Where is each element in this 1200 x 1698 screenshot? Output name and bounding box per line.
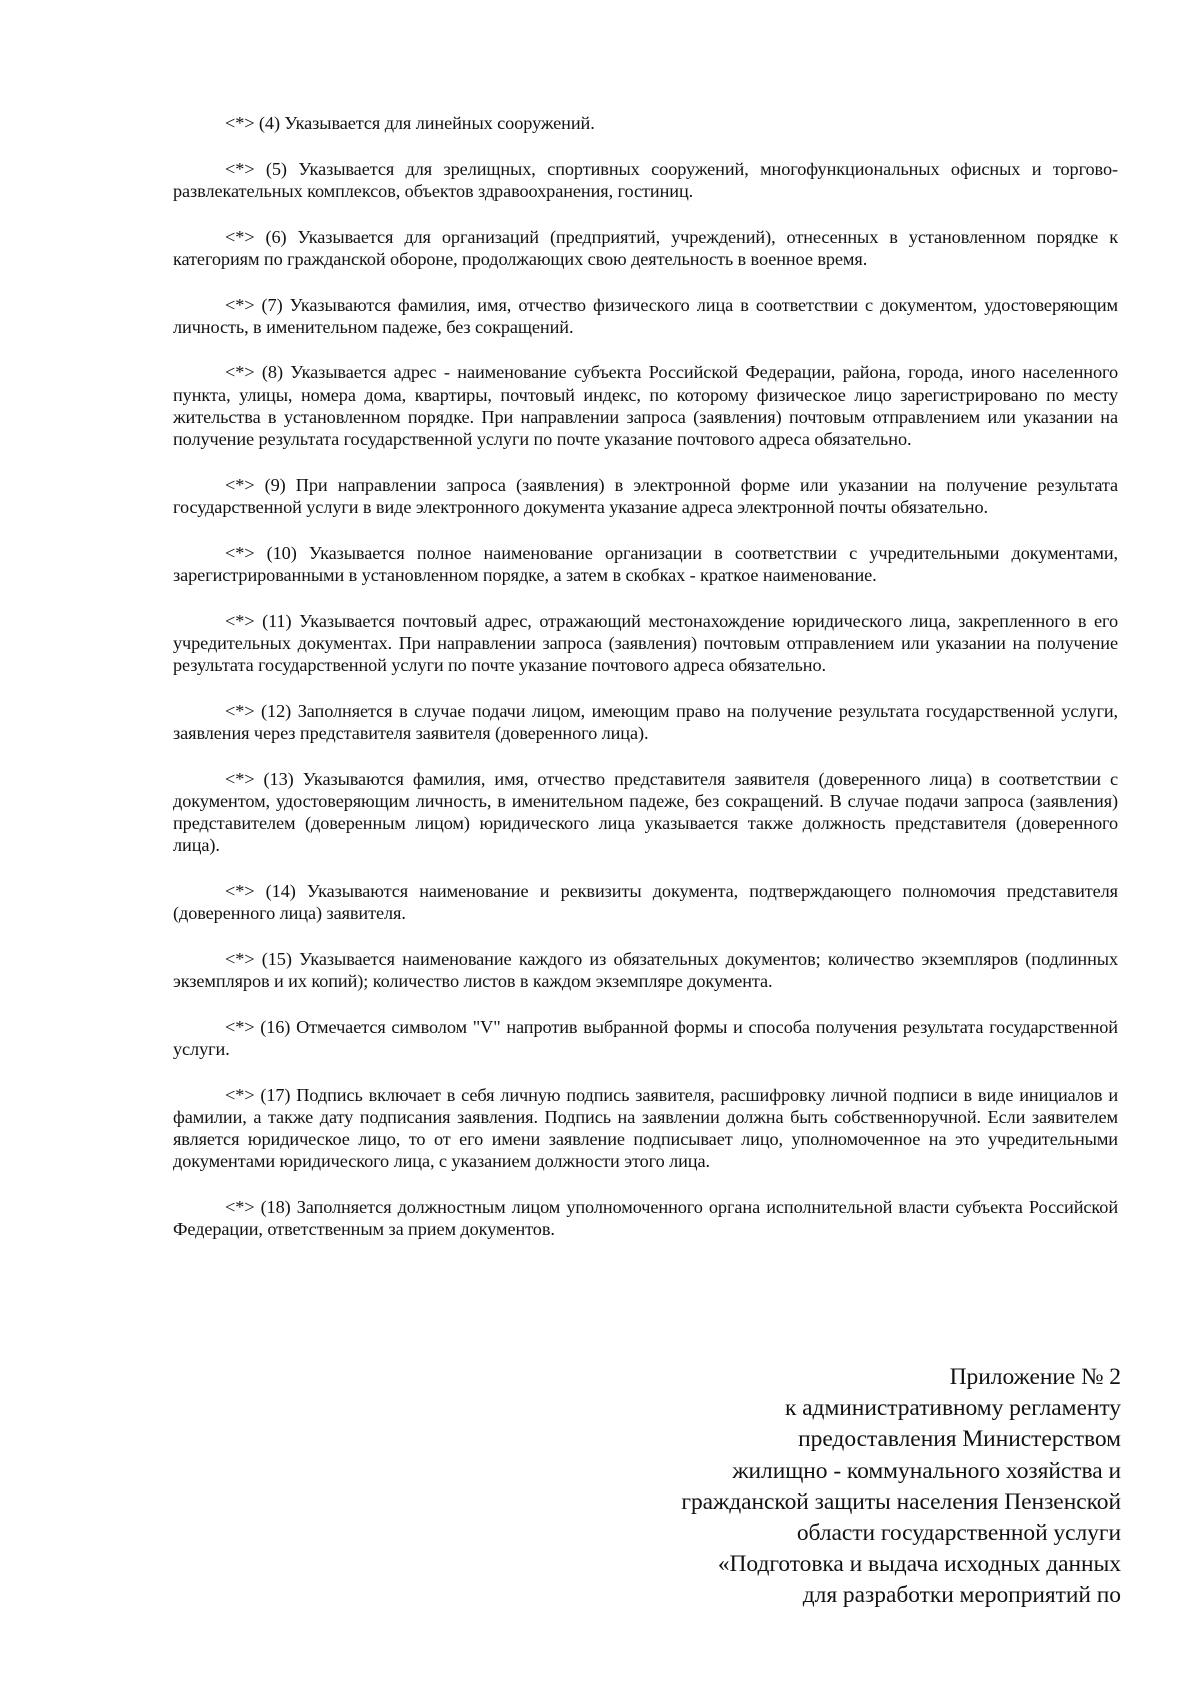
appendix-line: для разработки мероприятий по	[802, 1582, 1121, 1609]
appendix-title: Приложение № 2	[949, 1364, 1121, 1390]
footnote-6: <*> (6) Указывается для организаций (предприятий, учреждений), отнесенных в установленном порядке к категориям по гражданской обороне, продолжающих свою деятельность в военное время.	[173, 226, 1118, 269]
appendix-header	[561, 1362, 1121, 1612]
appendix-line: предоставления Министерством	[798, 1426, 1121, 1453]
footnote-8: <*> (8) Указывается адрес - наименование субъекта Российской Федерации, района, города, иного населенного пункта, улицы, номера дома, квартиры, почтовый индекс, по которому физическое лицо зарегистрировано по месту жительства в установленном порядке. При направлении запроса (заявления) почтовым отправлением или указании на получение результата государственной услуги по почте указание почтового адреса обязательно.	[173, 362, 1118, 450]
footnote-4: <*> (4) Указывается для линейных сооружений.	[225, 113, 595, 133]
footnote-16: <*> (16) Отмечается символом "V" напротив выбранной формы и способа получения результата государственной услуги.	[173, 1016, 1118, 1059]
appendix-line: жилищно - коммунального хозяйства и	[732, 1457, 1121, 1484]
footnote-14: <*> (14) Указываются наименование и реквизиты документа, подтверждающего полномочия представителя (доверенного лица) заявителя.	[173, 880, 1118, 924]
footnote-10: <*> (10) Указывается полное наименование организации в соответствии с учредительными документами, зарегистрированными в установленном порядке, а затем в скобках - краткое наименование.	[173, 542, 1118, 585]
footnote-13: <*> (13) Указываются фамилия, имя, отчество представителя заявителя (доверенного лица) в соответствии с документом, удостоверяющим личность, в именительном падеже, без сокращений. В случае подачи запроса (заявления) представителем (доверенным лицом) юридического лица указывается также должность представителя (доверенного лица).	[173, 768, 1118, 856]
appendix-line: области государственной услуги	[796, 1520, 1121, 1547]
appendix-line: к административному регламенту	[784, 1395, 1121, 1422]
footnote-18: <*> (18) Заполняется должностным лицом уполномоченного органа исполнительной власти субъекта Российской Федерации, ответственным за прием документов.	[173, 1196, 1118, 1240]
footnote-12: <*> (12) Заполняется в случае подачи лицом, имеющим право на получение результата государственной услуги, заявления через представителя заявителя (доверенного лица).	[173, 700, 1118, 743]
footnotes-section	[173, 112, 1118, 1264]
footnote-9: <*> (9) При направлении запроса (заявления) в электронной форме или указании на получение результата государственной услуги в виде электронного документа указание адреса электронной почты обязательно.	[173, 474, 1118, 517]
footnote-5: <*> (5) Указывается для зрелищных, спортивных сооружений, многофункциональных офисных и торгово-развлекательных комплексов, объектов здравоохранения, гостиниц.	[173, 158, 1118, 201]
appendix-line: гражданской защиты населения Пензенской	[681, 1488, 1121, 1515]
footnote-11: <*> (11) Указывается почтовый адрес, отражающий местонахождение юридического лица, закрепленного в его учредительных документах. При направлении запроса (заявления) почтовым отправлением или указании на получение результата государственной услуги по почте указание почтового адреса обязательно.	[173, 610, 1118, 675]
footnote-15: <*> (15) Указывается наименование каждого из обязательных документов; количество экземпляров (подлинных экземпляров и их копий); количество листов в каждом экземпляре документа.	[173, 948, 1118, 991]
footnote-7: <*> (7) Указываются фамилия, имя, отчество физического лица в соответствии с документом, удостоверяющим личность, в именительном падеже, без сокращений.	[173, 294, 1118, 337]
appendix-line: «Подготовка и выдача исходных данных	[717, 1551, 1121, 1578]
footnote-17: <*> (17) Подпись включает в себя личную подпись заявителя, расшифровку личной подписи в виде инициалов и фамилии, а также дату подписания заявления. Подпись на заявлении должна быть собственноручной. Если заявителем является юридическое лицо, то от его имени заявление подписывает лицо, уполномоченное на это учредительными документами юридического лица, с указанием должности этого лица.	[173, 1084, 1118, 1172]
